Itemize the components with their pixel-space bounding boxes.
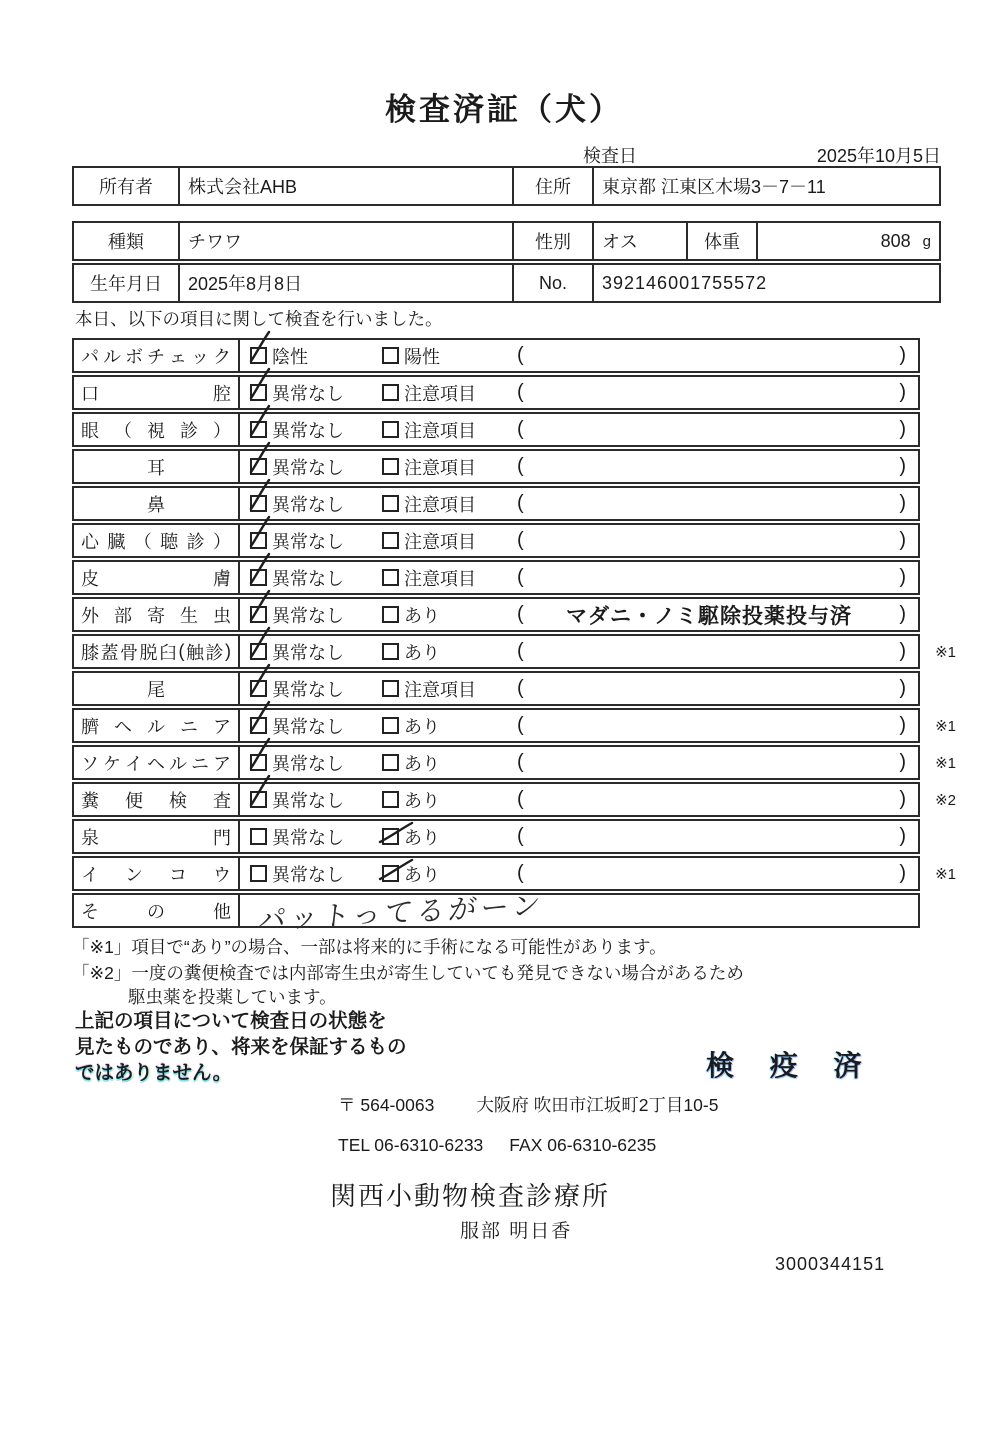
exam-item-label: 糞 便 検 査	[74, 784, 240, 815]
table-row	[72, 412, 920, 447]
weight-value	[758, 223, 939, 259]
checkbox-unchecked[interactable]	[382, 791, 399, 808]
clinic-tel: TEL 06-6310-6233	[338, 1135, 484, 1155]
option-label: 陽性	[404, 346, 440, 367]
checkbox-checked[interactable]	[250, 532, 267, 549]
exam-option	[250, 636, 344, 667]
checkbox-unchecked[interactable]	[382, 717, 399, 734]
owner-address: 東京都 江東区木場3－7－11	[602, 177, 826, 197]
option-label: 異常なし	[272, 716, 344, 737]
checkbox-checked[interactable]	[250, 495, 267, 512]
paren-close: )	[899, 714, 906, 736]
exam-option	[382, 599, 440, 630]
exam-option	[382, 784, 440, 815]
option-label: 注意項目	[404, 457, 476, 478]
intro-text: 本日、以下の項目に関して検査を行いました。	[75, 309, 443, 329]
table-row	[72, 560, 920, 595]
footnote-1: 「※1」項目で“あり”の場合、一部は将来的に手術になる可能性があります。	[72, 937, 667, 957]
weight-number: 808	[880, 230, 911, 251]
inspection-date-label: 検査日	[583, 146, 637, 166]
paren-open: (	[517, 825, 524, 847]
animal-table-row1	[72, 221, 941, 261]
sex-value: オス	[594, 223, 688, 259]
table-row	[72, 375, 920, 410]
veterinarian-name: 服部 明日香	[460, 1221, 573, 1242]
option-label: 異常なし	[272, 642, 344, 663]
exam-item-label: 外 部 寄 生 虫	[74, 599, 240, 630]
checkbox-unchecked[interactable]	[382, 421, 399, 438]
checkbox-checked[interactable]	[250, 606, 267, 623]
quarantine-stamp: 検 疫 済	[706, 1050, 876, 1081]
exam-option	[250, 377, 344, 408]
exam-item-label: そ の 他	[74, 895, 240, 926]
exam-item-label: 心 臓 （ 聴 診 ）	[74, 525, 240, 556]
option-label: 注意項目	[404, 420, 476, 441]
page-title: 検査済証（犬）	[385, 92, 623, 127]
paren-close: )	[899, 529, 906, 551]
checkbox-unchecked[interactable]	[382, 384, 399, 401]
exam-option	[382, 821, 440, 852]
paren-close: )	[899, 603, 906, 625]
exam-option	[382, 451, 476, 482]
exam-option	[250, 710, 344, 741]
paren-close: )	[899, 455, 906, 477]
footnote-ref: ※1	[935, 866, 956, 883]
paren-close: )	[899, 381, 906, 403]
exam-item-label: 皮 膚	[74, 562, 240, 593]
option-label: あり	[404, 790, 440, 811]
sex-label: 性別	[514, 223, 594, 259]
exam-item-label: ソ ケ イ ヘ ル ニ ア	[74, 747, 240, 778]
paren-close: )	[899, 492, 906, 514]
checkbox-unchecked[interactable]	[382, 347, 399, 364]
table-row	[72, 889, 920, 936]
checkbox-unchecked[interactable]	[382, 643, 399, 660]
check-mark-icon	[248, 329, 272, 365]
disclaimer-line3: ではありません。	[75, 1062, 233, 1084]
checkbox-checked[interactable]	[250, 421, 267, 438]
footnote-ref: ※1	[935, 755, 956, 772]
option-label: あり	[404, 827, 440, 848]
table-row	[72, 449, 920, 484]
option-label: 異常なし	[272, 864, 344, 885]
paren-open: (	[517, 862, 524, 884]
owner-label: 所有者	[74, 168, 180, 204]
paren-open: (	[517, 640, 524, 662]
checkbox-checked[interactable]	[250, 458, 267, 475]
option-label: あり	[404, 753, 440, 774]
exam-option	[382, 377, 476, 408]
table-row	[72, 819, 920, 854]
option-label: 異常なし	[272, 494, 344, 515]
disclaimer-line1: 上記の項目について検査日の状態を	[75, 1010, 387, 1032]
exam-item-label: 眼 （ 視 診 ）	[74, 414, 240, 445]
checkbox-unchecked[interactable]	[250, 865, 267, 882]
option-label: 異常なし	[272, 531, 344, 552]
option-label: 注意項目	[404, 494, 476, 515]
checkbox-checked[interactable]	[250, 680, 267, 697]
exam-item-label: 耳	[74, 451, 240, 482]
paren-remark: マダニ・ノミ駆除投薬投与済	[566, 604, 852, 628]
exam-option	[250, 747, 344, 778]
option-label: 異常なし	[272, 457, 344, 478]
paren-open: (	[517, 381, 524, 403]
exam-option	[250, 562, 344, 593]
footnote-ref: ※2	[935, 792, 956, 809]
postal-code: 〒 564-0063	[338, 1095, 435, 1115]
animal-table-row2	[72, 263, 941, 303]
checkbox-unchecked[interactable]	[382, 532, 399, 549]
option-label: 異常なし	[272, 790, 344, 811]
option-label: 注意項目	[404, 383, 476, 404]
option-label: 異常なし	[272, 383, 344, 404]
paren-close: )	[899, 862, 906, 884]
clinic-fax: FAX 06-6310-6235	[509, 1135, 657, 1155]
option-label: 異常なし	[272, 753, 344, 774]
paren-open: (	[517, 677, 524, 699]
exam-option	[382, 340, 440, 371]
exam-option	[250, 673, 344, 704]
table-row	[72, 597, 920, 632]
serial-number: 3000344151	[775, 1254, 886, 1274]
clinic-contact	[338, 1135, 656, 1156]
checkbox-unchecked[interactable]	[382, 458, 399, 475]
exam-item-label: 臍 ヘ ル ニ ア	[74, 710, 240, 741]
exam-option	[250, 599, 344, 630]
weight-unit: g	[922, 232, 931, 250]
weight-label: 体重	[688, 223, 758, 259]
option-label: あり	[404, 605, 440, 626]
paren-close: )	[899, 566, 906, 588]
checkbox-checked[interactable]	[250, 754, 267, 771]
birthdate-value: 2025年8月8日	[180, 265, 514, 301]
exam-option	[382, 414, 476, 445]
disclaimer	[75, 1008, 407, 1086]
table-row	[72, 523, 920, 558]
exam-item-label: 尾	[74, 673, 240, 704]
table-row	[72, 338, 920, 373]
checkbox-checked[interactable]	[250, 717, 267, 734]
exam-option	[382, 562, 476, 593]
exam-item-label: イ ン コ ウ	[74, 858, 240, 889]
paren-open: (	[517, 455, 524, 477]
option-label: あり	[404, 716, 440, 737]
table-row	[72, 671, 920, 706]
option-label: 異常なし	[272, 605, 344, 626]
paren-open: (	[517, 566, 524, 588]
address-label: 住所	[514, 168, 594, 204]
species-value: チワワ	[180, 223, 514, 259]
exam-option	[250, 488, 344, 519]
exam-option	[250, 858, 344, 889]
registration-number: 392146001755572	[602, 272, 768, 293]
checkbox-unchecked[interactable]	[382, 680, 399, 697]
footnote-ref: ※1	[935, 644, 956, 661]
owner-table	[72, 166, 941, 206]
exam-option	[250, 414, 344, 445]
paren-close: )	[899, 640, 906, 662]
table-row	[72, 782, 956, 817]
option-label: 陰性	[272, 346, 308, 367]
inspection-date-row	[583, 142, 941, 168]
option-label: あり	[404, 864, 440, 885]
paren-close: )	[899, 677, 906, 699]
table-row	[72, 634, 956, 669]
exam-item-label: 口 腔	[74, 377, 240, 408]
paren-close: )	[899, 344, 906, 366]
exam-option	[382, 673, 476, 704]
exam-option	[382, 710, 440, 741]
exam-option	[250, 340, 308, 371]
checkbox-unchecked[interactable]	[382, 606, 399, 623]
checkbox-checked[interactable]	[382, 828, 399, 845]
clinic-address: 大阪府 吹田市江坂町2丁目10-5	[476, 1095, 719, 1115]
exam-option	[382, 525, 476, 556]
handwritten-note: パットってるがーン	[256, 889, 546, 936]
species-label: 種類	[74, 223, 180, 259]
paren-open: (	[517, 529, 524, 551]
checkbox-checked[interactable]	[250, 643, 267, 660]
checkbox-checked[interactable]	[250, 384, 267, 401]
option-label: 注意項目	[404, 679, 476, 700]
paren-close: )	[899, 788, 906, 810]
owner-name: 株式会社AHB	[180, 168, 514, 204]
clinic-postal-address	[338, 1092, 718, 1117]
checkbox-checked[interactable]	[250, 791, 267, 808]
exam-option	[250, 525, 344, 556]
exam-option	[382, 747, 440, 778]
checkbox-unchecked[interactable]	[382, 569, 399, 586]
exam-option	[250, 821, 344, 852]
footnote-2-line2: 駆虫薬を投薬しています。	[128, 987, 337, 1007]
paren-open: (	[517, 492, 524, 514]
birthdate-label: 生年月日	[74, 265, 180, 301]
paren-close: )	[899, 825, 906, 847]
checkbox-unchecked[interactable]	[382, 754, 399, 771]
exam-table	[72, 338, 956, 936]
option-label: 異常なし	[272, 827, 344, 848]
paren-open: (	[517, 714, 524, 736]
disclaimer-line2: 見たものであり、将来を保証するもの	[75, 1036, 407, 1058]
paren-open: (	[517, 788, 524, 810]
exam-item-label: パ ル ボ チ ェ ッ ク	[74, 340, 240, 371]
clinic-name: 関西小動物検査診療所	[330, 1181, 611, 1211]
paren-open: (	[517, 344, 524, 366]
exam-option	[382, 858, 440, 889]
table-row	[72, 486, 920, 521]
paren-open: (	[517, 751, 524, 773]
option-label: 異常なし	[272, 568, 344, 589]
footnote-2-line1: 「※2」一度の糞便検査では内部寄生虫が寄生していても発見できない場合があるため	[72, 963, 744, 983]
inspection-date-value: 2025年10月5日	[816, 146, 941, 166]
number-label: No.	[514, 265, 594, 301]
table-row	[72, 708, 956, 743]
exam-item-label: 膝 蓋 骨 脱 臼 ( 触 診 )	[74, 636, 240, 667]
exam-option	[382, 636, 440, 667]
paren-open: (	[517, 418, 524, 440]
option-label: 注意項目	[404, 531, 476, 552]
exam-item-label: 鼻	[74, 488, 240, 519]
checkbox-unchecked[interactable]	[250, 828, 267, 845]
table-row	[72, 745, 956, 780]
checkbox-checked[interactable]	[250, 569, 267, 586]
exam-item-label: 泉 門	[74, 821, 240, 852]
option-label: あり	[404, 642, 440, 663]
checkbox-checked[interactable]	[382, 865, 399, 882]
option-label: 注意項目	[404, 568, 476, 589]
option-label: 異常なし	[272, 679, 344, 700]
exam-option	[250, 784, 344, 815]
paren-close: )	[899, 751, 906, 773]
exam-option	[250, 451, 344, 482]
footnote-ref: ※1	[935, 718, 956, 735]
paren-close: )	[899, 418, 906, 440]
paren-open: (	[517, 603, 524, 625]
exam-option	[382, 488, 476, 519]
checkbox-unchecked[interactable]	[382, 495, 399, 512]
option-label: 異常なし	[272, 420, 344, 441]
checkbox-checked[interactable]	[250, 347, 267, 364]
